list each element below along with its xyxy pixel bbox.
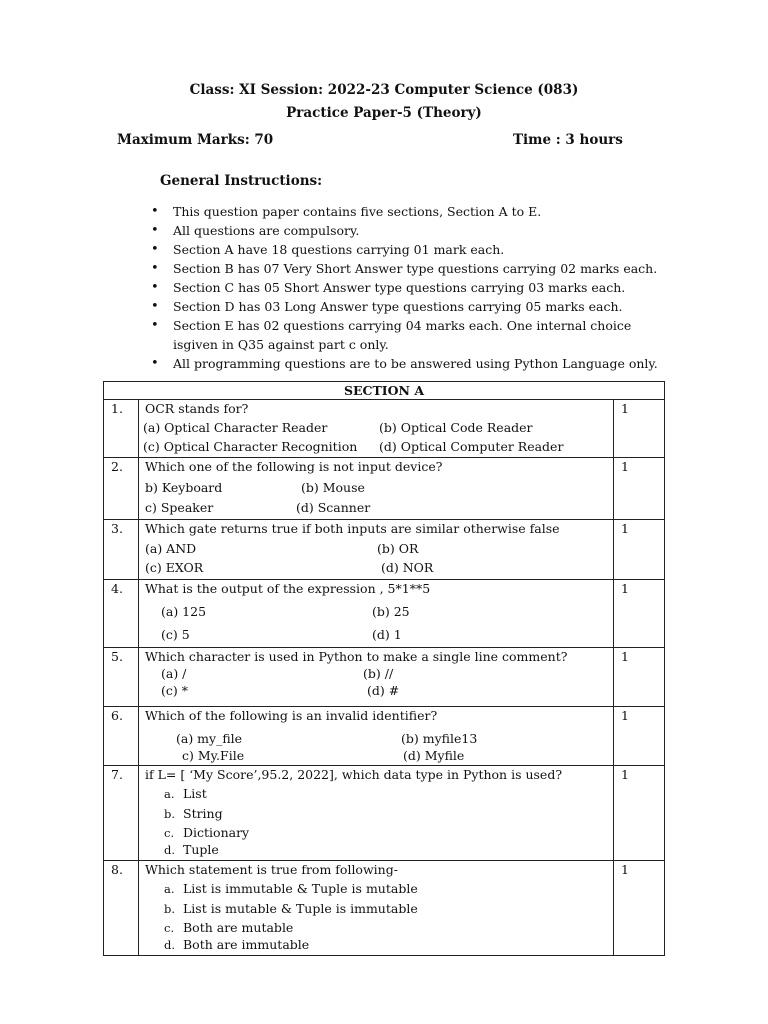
option	[164, 806, 223, 821]
question-number: 2.	[104, 458, 139, 520]
question-marks: 1	[614, 400, 665, 458]
option	[164, 842, 219, 857]
question-text: Which statement is true from following-	[145, 862, 398, 877]
option-label: d.	[164, 843, 176, 857]
instruction-item: • Section D has 03 Long Answer type questions carrying 05 marks each.	[150, 297, 658, 316]
question-text: Which character is used in Python to make a single line comment?	[145, 649, 568, 664]
option: (c) Optical Character Recognition	[143, 439, 358, 454]
max-marks: Maximum Marks: 70	[117, 132, 274, 148]
time-allowed: Time : 3 hours	[513, 132, 623, 148]
question-row	[104, 580, 665, 648]
question-number: 3.	[104, 520, 139, 580]
option: (d) 1	[372, 627, 402, 642]
option: (a) AND	[145, 541, 197, 556]
option: (b) OR	[377, 541, 419, 556]
question-number: 7.	[104, 766, 139, 861]
option-label: a.	[164, 882, 175, 896]
question-text: OCR stands for?	[145, 401, 249, 416]
option-text: Dictionary	[183, 825, 250, 840]
question-row	[104, 707, 665, 766]
question-text: Which gate returns true if both inputs are similar otherwise false	[145, 521, 560, 536]
question-marks: 1	[614, 861, 665, 956]
option: (b) myfile13	[401, 731, 478, 746]
option	[164, 881, 418, 896]
option: (a) 125	[161, 604, 207, 619]
option	[164, 920, 293, 935]
option: (c) *	[161, 683, 188, 698]
option-text: Both are immutable	[183, 937, 310, 952]
instruction-item: • All questions are compulsory.	[150, 221, 658, 240]
question-marks: 1	[614, 458, 665, 520]
option: (b) Mouse	[301, 480, 365, 495]
option: (d) Scanner	[296, 500, 371, 515]
question-marks: 1	[614, 707, 665, 766]
question-text: Which of the following is an invalid identifier?	[145, 708, 438, 723]
paper-title: Class: XI Session: 2022-23 Computer Science (083)	[189, 82, 579, 98]
option-label: d.	[164, 938, 176, 952]
instruction-item: • Section E has 02 questions carrying 04 marks each. One internal choice isgiven in Q35 against part c only.	[150, 316, 658, 354]
general-instructions-heading: General Instructions:	[160, 173, 323, 189]
option-label: b.	[164, 902, 176, 916]
instructions-list	[150, 202, 658, 373]
question-row	[104, 458, 665, 520]
question-text: Which one of the following is not input device?	[145, 459, 443, 474]
question-row	[104, 766, 665, 861]
option: (d) NOR	[381, 560, 434, 575]
option-label: a.	[164, 787, 175, 801]
option: b) Keyboard	[145, 480, 223, 495]
instruction-item: • Section C has 05 Short Answer type questions carrying 03 marks each.	[150, 278, 658, 297]
question-marks: 1	[614, 766, 665, 861]
option: (d) Optical Computer Reader	[379, 439, 564, 454]
question-row	[104, 861, 665, 956]
option-text: Tuple	[183, 842, 219, 857]
option	[164, 901, 418, 916]
question-marks: 1	[614, 648, 665, 707]
instruction-item: • All programming questions are to be answered using Python Language only.	[150, 354, 658, 373]
instruction-item: • Section A have 18 questions carrying 01 mark each.	[150, 240, 658, 259]
option-text: String	[183, 806, 223, 821]
option: (a) my_file	[176, 731, 243, 746]
question-row	[104, 648, 665, 707]
paper-subtitle: Practice Paper-5 (Theory)	[286, 105, 482, 121]
section-a-table	[103, 381, 665, 956]
option-label: c.	[164, 826, 175, 840]
option: (d) #	[367, 683, 400, 698]
question-number: 1.	[104, 400, 139, 458]
question-marks: 1	[614, 520, 665, 580]
option: (b) //	[363, 666, 394, 681]
question-marks: 1	[614, 580, 665, 648]
option-text: Both are mutable	[183, 920, 294, 935]
option: (b) 25	[372, 604, 410, 619]
question-number: 5.	[104, 648, 139, 707]
option: (c) EXOR	[145, 560, 204, 575]
instruction-item: • Section B has 07 Very Short Answer type questions carrying 02 marks each.	[150, 259, 658, 278]
question-number: 8.	[104, 861, 139, 956]
option	[164, 825, 249, 840]
section-heading: SECTION A	[104, 382, 665, 400]
option	[164, 786, 207, 801]
option-text: List is immutable & Tuple is mutable	[183, 881, 418, 896]
question-row	[104, 400, 665, 458]
option: c) My.File	[182, 748, 245, 763]
option-label: b.	[164, 807, 176, 821]
option: (b) Optical Code Reader	[379, 420, 533, 435]
question-text: if L= [ ‘My Score’,95.2, 2022], which data type in Python is used?	[145, 767, 563, 782]
option: (a) /	[161, 666, 187, 681]
question-text: What is the output of the expression , 5*1**5	[145, 581, 431, 596]
option	[164, 937, 309, 952]
question-row	[104, 520, 665, 580]
option: (a) Optical Character Reader	[143, 420, 328, 435]
option-text: List	[183, 786, 207, 801]
option: (c) 5	[161, 627, 190, 642]
option: (d) Myfile	[403, 748, 465, 763]
option: c) Speaker	[145, 500, 214, 515]
question-number: 6.	[104, 707, 139, 766]
option-text: List is mutable & Tuple is immutable	[183, 901, 418, 916]
option-label: c.	[164, 921, 175, 935]
instruction-item: • This question paper contains five sections, Section A to E.	[150, 202, 658, 221]
question-number: 4.	[104, 580, 139, 648]
